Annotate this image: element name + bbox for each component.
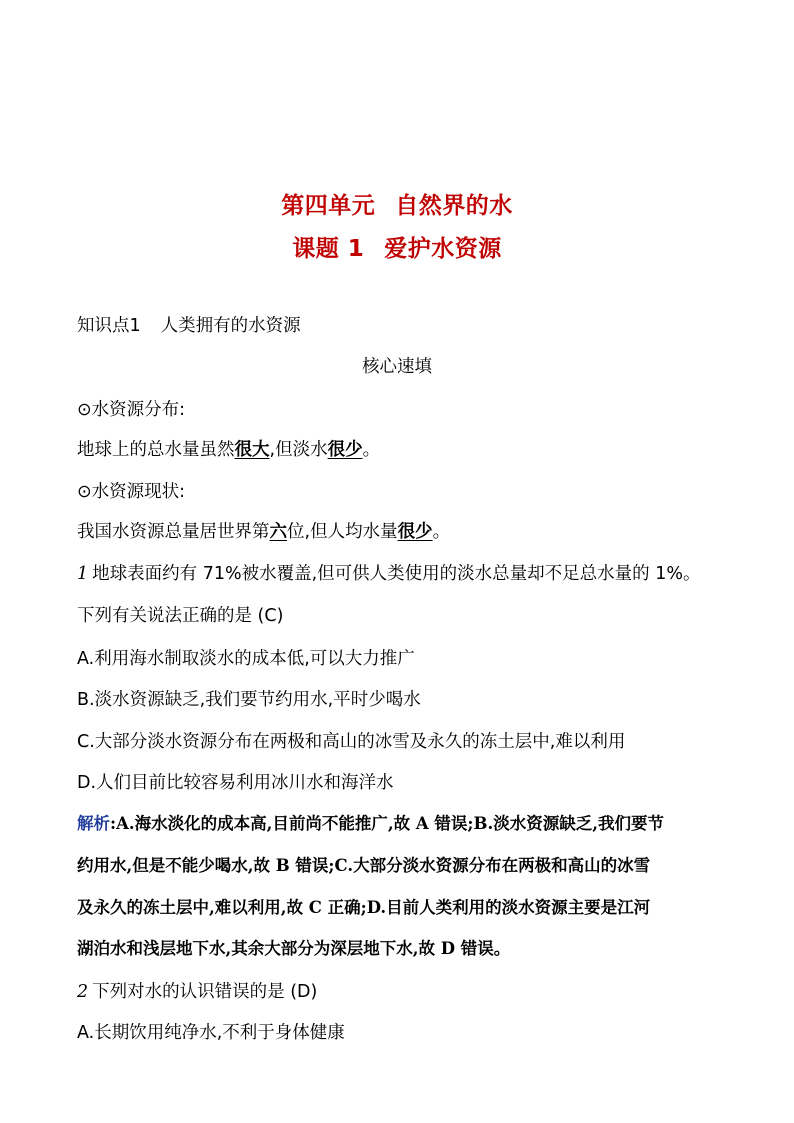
- unit-name: 自然界的水: [395, 193, 513, 219]
- unit-number: 第四单元: [281, 193, 376, 219]
- question-text: 下列对水的认识错误的是 (D): [92, 982, 318, 1002]
- answer-blank: 很少: [397, 522, 433, 542]
- knowledge-point-heading: [77, 314, 301, 338]
- explanation-line: 湖泊水和浅层地下水,其余大部分为深层地下水,故 D 错误。: [77, 939, 511, 958]
- fill-item-title: 水资源分布:: [91, 400, 186, 420]
- lesson-title: [0, 230, 794, 263]
- sentence-text: ,但淡水: [269, 440, 328, 460]
- sentence-text: 。: [362, 440, 381, 460]
- fill-item-sentence: [77, 438, 380, 462]
- option-a: A.长期饮用纯净水,不利于身体健康: [77, 1023, 345, 1043]
- option-b: B.淡水资源缺乏,我们要节约用水,平时少喝水: [77, 690, 421, 710]
- knowledge-point-name: 人类拥有的水资源: [160, 316, 301, 336]
- answer-blank: 很少: [327, 440, 363, 460]
- question-2-stem: [77, 980, 317, 1004]
- explanation-line: [77, 812, 664, 836]
- knowledge-point-label: 知识点1: [77, 316, 141, 336]
- option-a: A.利用海水制取淡水的成本低,可以大力推广: [77, 649, 415, 669]
- unit-title: [0, 187, 794, 220]
- lesson-name: 爱护水资源: [384, 236, 502, 262]
- sentence-text: 地球上的总水量虽然: [77, 440, 235, 460]
- sentence-text: 位,但人均水量: [287, 522, 398, 542]
- lesson-number: 课题 1: [292, 236, 365, 262]
- question-text: 地球表面约有 71%被水覆盖,但可供人类使用的淡水总量却不足总水量的 1%。: [92, 564, 701, 584]
- sentence-text: 。: [432, 522, 451, 542]
- question-1-stem: [77, 562, 701, 586]
- explanation-line: 约用水,但是不能少喝水,故 B 错误;C.大部分淡水资源分布在两极和高山的冰雪: [77, 856, 651, 875]
- bullet-icon: ⊙: [77, 400, 92, 420]
- fill-item-title: 水资源现状:: [91, 482, 186, 502]
- question-1-stem-line2: 下列有关说法正确的是 (C): [77, 606, 284, 626]
- bullet-icon: ⊙: [77, 482, 92, 502]
- question-number: 2: [77, 982, 89, 1002]
- fill-item-sentence: [77, 520, 450, 544]
- option-d: D.人们目前比较容易利用冰川水和海洋水: [77, 773, 394, 793]
- answer-blank: 六: [269, 522, 287, 542]
- fill-item-heading: [77, 480, 185, 504]
- section-title: 核心速填: [362, 357, 432, 377]
- explanation-label: 解析: [77, 814, 110, 833]
- answer-blank: 很大: [234, 440, 270, 460]
- fill-item-heading: [77, 398, 185, 422]
- explanation-text: :A.海水淡化的成本高,目前尚不能推广,故 A 错误;B.淡水资源缺乏,我们要节: [110, 814, 664, 833]
- explanation-line: 及永久的冻土层中,难以利用,故 C 正确;D.目前人类利用的淡水资源主要是江河: [77, 898, 651, 917]
- option-c: C.大部分淡水资源分布在两极和高山的冰雪及永久的冻土层中,难以利用: [77, 732, 626, 752]
- question-number: 1: [77, 564, 89, 584]
- sentence-text: 我国水资源总量居世界第: [77, 522, 270, 542]
